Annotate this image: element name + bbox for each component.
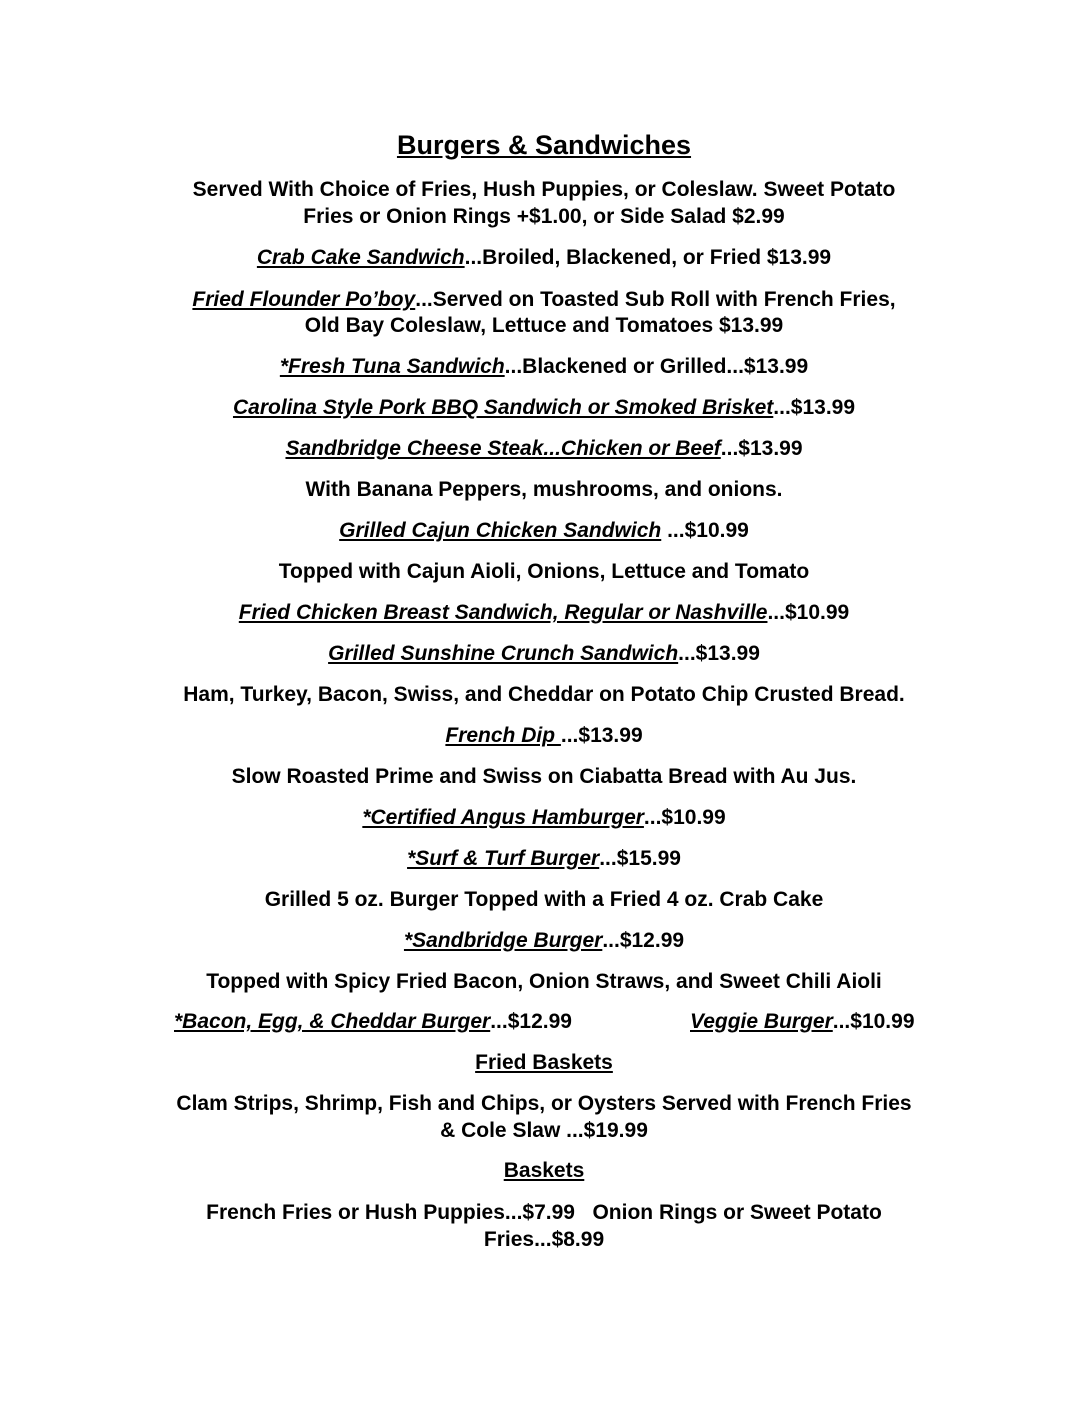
menu-item-surf-turf [0,845,1088,872]
item-description: Grilled 5 oz. Burger Topped with a Fried 4 oz. Crab Cake [264,888,824,911]
menu-item-french-dip [0,722,1088,749]
fried-baskets-line-2: & Cole Slaw ...$19.99 [440,1119,648,1142]
item-name: *Bacon, Egg, & Cheddar Burger [174,1010,491,1033]
baskets-heading: Baskets [503,1159,585,1182]
menu-item-fried-chicken [0,599,1088,626]
item-detail: ...$10.99 [661,519,749,542]
item-detail: ...$10.99 [767,601,850,624]
item-detail: ...$13.99 [773,396,856,419]
item-detail: ...Served on Toasted Sub Roll with French Fries, [415,288,896,311]
item-name: *Fresh Tuna Sandwich [279,355,505,378]
item-description: Slow Roasted Prime and Swiss on Ciabatta Bread with Au Jus. [231,765,857,788]
item-detail: ...$10.99 [643,806,726,829]
menu-item-bacon-egg-burger [174,1008,572,1035]
item-name: Fried Chicken Breast Sandwich, Regular or Nashville [238,601,768,624]
item-name: Grilled Sunshine Crunch Sandwich [328,642,679,665]
menu-item-crab-cake [0,244,1088,271]
menu-item-flounder [0,286,1088,313]
item-name: Sandbridge Cheese Steak...Chicken or Beef [285,437,721,460]
menu-item-veggie-burger [690,1008,915,1035]
item-detail: ...$12.99 [490,1010,572,1033]
page-title: Burgers & Sandwiches [396,130,692,160]
item-detail: ...Broiled, Blackened, or Fried $13.99 [464,246,832,269]
intro-line-2: Fries or Onion Rings +$1.00, or Side Salad $2.99 [303,205,785,228]
item-name: French Dip [445,724,561,747]
item-detail: ...$13.99 [720,437,803,460]
menu-item-pork-bbq [0,394,1088,421]
item-name: *Surf & Turf Burger [407,847,600,870]
menu-item-sunshine-crunch [0,640,1088,667]
item-name: Fried Flounder Po’boy [192,288,416,311]
item-detail: ...$13.99 [560,724,643,747]
baskets-line-2: Fries...$8.99 [483,1228,605,1251]
item-name: Veggie Burger [690,1010,833,1033]
menu-item-tuna [0,353,1088,380]
item-description: With Banana Peppers, mushrooms, and onions. [305,478,783,501]
intro-line-1: Served With Choice of Fries, Hush Puppies, or Coleslaw. Sweet Potato [192,178,896,201]
item-name: Grilled Cajun Chicken Sandwich [339,519,662,542]
item-detail: ...$15.99 [599,847,681,870]
menu-item-angus-hamburger [0,804,1088,831]
baskets-line-1: French Fries or Hush Puppies...$7.99 Onion Rings or Sweet Potato [206,1201,882,1224]
item-detail: ...$13.99 [678,642,760,665]
item-name: Crab Cake Sandwich [256,246,465,269]
item-description: Topped with Cajun Aioli, Onions, Lettuce and Tomato [278,560,810,583]
item-name: *Sandbridge Burger [403,929,603,952]
item-detail: ...$12.99 [602,929,685,952]
menu-item-cheese-steak [0,435,1088,462]
item-detail: ...Blackened or Grilled...$13.99 [504,355,809,378]
item-detail: ...$10.99 [832,1010,915,1033]
item-detail-line-2: Old Bay Coleslaw, Lettuce and Tomatoes $13.99 [304,314,784,337]
fried-baskets-line-1: Clam Strips, Shrimp, Fish and Chips, or Oysters Served with French Fries [176,1092,912,1115]
menu-item-sandbridge-burger [0,927,1088,954]
menu-item-cajun-chicken [0,517,1088,544]
item-name: Carolina Style Pork BBQ Sandwich or Smoked Brisket [232,396,774,419]
item-description: Ham, Turkey, Bacon, Swiss, and Cheddar on Potato Chip Crusted Bread. [183,683,905,706]
item-description: Topped with Spicy Fried Bacon, Onion Straws, and Sweet Chili Aioli [206,970,882,993]
fried-baskets-heading: Fried Baskets [475,1051,613,1074]
item-name: *Certified Angus Hamburger [362,806,644,829]
